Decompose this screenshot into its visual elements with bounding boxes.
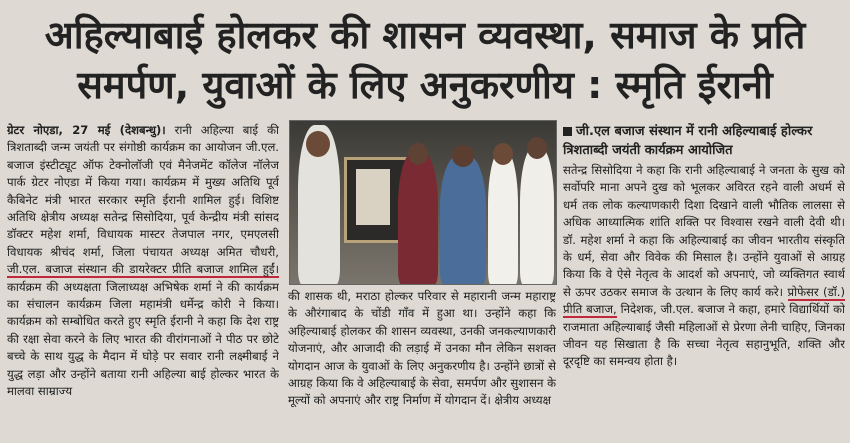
column-3-body (563, 162, 845, 371)
square-bullet-icon (563, 127, 572, 136)
column-1-body (7, 122, 279, 401)
dateline: ग्रेटर नोएडा, 27 मई (देशबन्धु)। (7, 123, 166, 137)
sub-headline (563, 122, 845, 160)
article-column-3 (563, 162, 845, 440)
headline-line-1: अहिल्याबाई होलकर की शासन व्यवस्था, समाज के प्रति (44, 13, 806, 57)
column-3-text-after: निदेशक, जी.एल. बजाज ने कहा, हमारे विद्यार्थियों को राजमाता अहिल्याबाई जैसी महिलाओं से प्रेरणा लेनी चाहिए, जिनका जीवन यह सिखाता है कि सच्चा नेतृत्व सहानुभूति, शक्ति और दूरदृष्टि का समन्वय होता है। (563, 302, 845, 369)
column-3-text-before: सतेन्द्र सिसोदिया ने कहा कि रानी अहिल्याबाई ने जनता के सुख को सर्वोपरि माना अपने दुख को भूलकर अविरत रहने वाली अधर्म से धर्म तक लोक कल्याणकारी दिशा दिखाने वाली भौतिक लालसा से अधिक आध्यात्मिक शांति शक्ति पर विश्वास रखने वाली देवी थी। डॉ. महेश शर्मा ने कहा कि अहिल्याबाई का जीवन भारतीय संस्कृति के धर्म, सेवा और विवेक की मिसाल है। उन्होंने युवाओं से आग्रह किया कि वे ऐसे नेतृत्व के आदर्श को अपनाएं, जो व्यक्तिगत स्वार्थ से ऊपर उठकर समाज के उत्थान के लिए कार्य करे। (563, 163, 845, 299)
column-2-body: की शासक थी, मराठा होल्कर परिवार से महारानी जन्म महाराष्ट्र के औरंगाबाद के चोंडी गाँव में हुआ था। उन्होंने कहा कि अहिल्याबाई होलकर की शासन व्यवस्था, उनकी जनकल्याणकारी योजनाएं, और आजादी की लड़ाई में उनका मौन लेकिन सशक्त योगदान आज के युवाओं के लिए अनुकरणीय है। उन्होंने छात्रों से आग्रह किया कि वे अहिल्याबाई के सेवा, समर्पण और सुशासन के मूल्यों को अपनाएं और राष्ट्र निर्माण में योगदान दें। क्षेत्रीय अध्यक्ष (288, 289, 556, 408)
column-1-text-before: रानी अहिल्या बाई की त्रिशताब्दी जन्म जयंती पर संगोष्ठी कार्यक्रम का आयोजन जी.एल. बजाज इंस्टीट्यूट ऑफ टेक्नोलॉजी एवं मैनेजमेंट कॉलेज नॉलेज पार्क ग्रेटर नोएडा में किया गया। कार्यक्रम में मुख्य अतिथि पूर्व कैबिनेट मंत्री भारत सरकार स्मृति ईरानी शामिल हुई। विशिष्ट अतिथि क्षेत्रीय अध्यक्ष सतेन्द्र सिसोदिया, पूर्व केन्द्रीय मंत्री सांसद डॉक्टर महेश शर्मा, विधायक मास्टर तेजपाल नगर, एमएलसी विधायक श्रीचंद शर्मा, जिला पंचायत अध्यक्ष अमित चौधरी, (7, 123, 279, 259)
highlight-preeti-bajaj-attended: जी.एल. बजाज संस्थान की डायरेक्टर प्रीति बजाज शामिल हुईं। (7, 262, 279, 277)
highlight-professor-preeti-bajaj: प्रोफेसर (डॉ.) प्रीति बजाज, (563, 284, 845, 317)
event-photo (289, 120, 557, 285)
headline-line-2: समर्पण, युवाओं के लिए अनुकरणीय : स्मृति ईरानी (77, 63, 773, 107)
column-1-text-after: कार्यक्रम की अध्यक्षता जिलाध्यक्ष अभिषेक शर्मा ने की कार्यक्रम का संचालन कार्यक्रम जिला महामंत्री धर्मेन्द्र कोरी ने किया। कार्यक्रम को सम्बोधित करते हुए स्मृति ईरानी ने कहा कि देश राष्ट्र की रक्षा सेवा करने के लिए भारत की वीरांगनाओं ने पीठ पर छोटे बच्चे के साथ युद्ध के मैदान में घोड़े पर सवार रानी लक्ष्मीबाई ने युद्ध लड़ा और उन्होंने बताया रानी अहिल्या बाई होल्कर भारत के मालवा साम्राज्य (7, 279, 279, 399)
article-column-2 (288, 288, 556, 440)
article-column-1 (7, 122, 279, 440)
sub-headline-text: जी.एल बजाज संस्थान में रानी अहिल्याबाई होल्कर त्रिशताब्दी जयंती कार्यक्रम आयोजित (563, 124, 813, 158)
